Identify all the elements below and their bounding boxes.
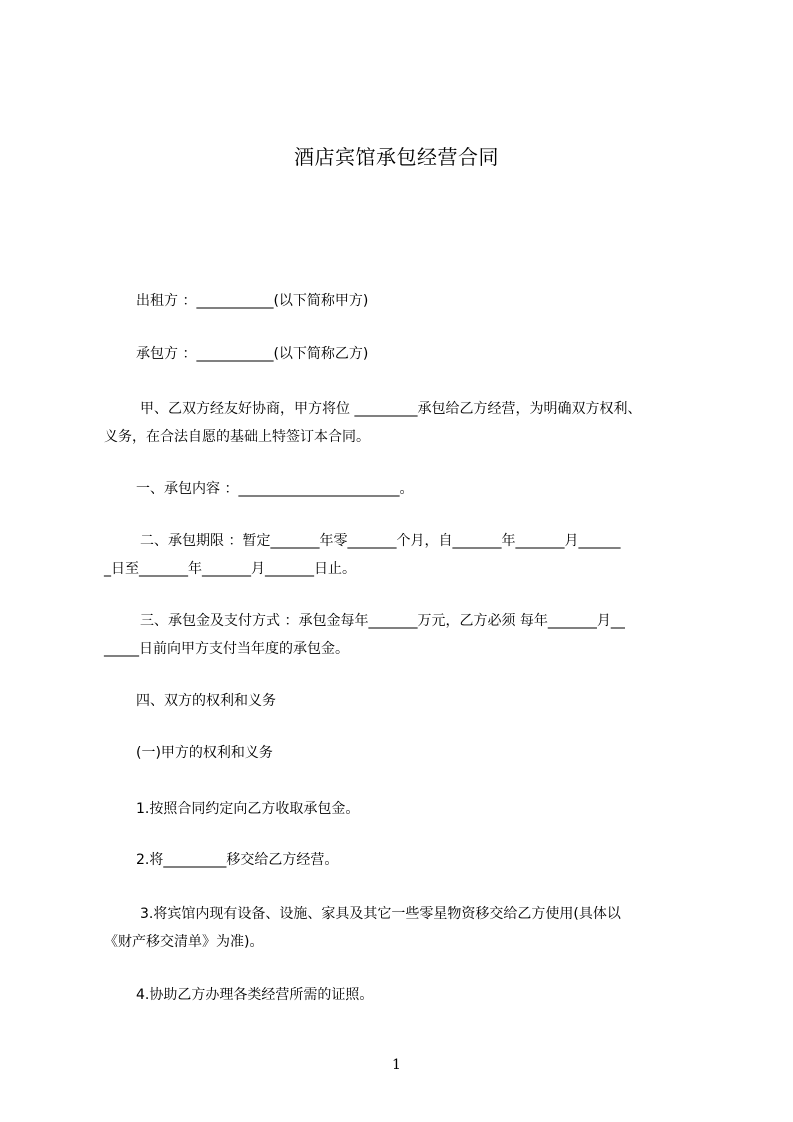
section-3-line-1: 三、承包金及支付方式 ：承包金每年_______万元，乙方必须 每年_______月__ xyxy=(140,613,625,629)
item-3-line-1: 3.将宾馆内现有设备、设施、家具及其它一些零星物资移交给乙方使用(具体以 xyxy=(140,906,621,922)
section-3-line-2: _____日前向甲方支付当年度的承包金。 xyxy=(104,641,349,657)
section-1-content: 一、承包内容 ：_______________________。 xyxy=(136,481,414,497)
document-title: 酒店宾馆承包经营合同 xyxy=(294,145,499,169)
intro-line-1: 甲、乙双方经友好协商，甲方将位 _________承包给乙方经营，为明确双方权利、 xyxy=(140,401,642,417)
section-2-line-2: _日至_______年_______月_______日止。 xyxy=(104,561,356,577)
item-4: 4.协助乙方办理各类经营所需的证照。 xyxy=(136,987,374,1003)
intro-line-2: 义务，在合法自愿的基础上特签订本合同。 xyxy=(104,429,370,445)
section-2-line-1: 二、承包期限 ：暂定_______年零_______个月，自_______年_______月______ xyxy=(140,533,621,549)
contractor-line: 承包方 ：___________(以下简称乙方) xyxy=(136,346,369,362)
lessor-line: 出租方 ：___________(以下简称甲方) xyxy=(136,293,369,309)
section-4-heading: 四、双方的权利和义务 xyxy=(136,693,276,709)
item-1: 1.按照合同约定向乙方收取承包金。 xyxy=(136,801,360,817)
item-2: 2.将_________移交给乙方经营。 xyxy=(136,852,339,868)
page-number: 1 xyxy=(392,1057,401,1073)
item-3-line-2: 《财产移交清单》为准)。 xyxy=(104,934,264,950)
subsection-1-heading: (一)甲方的权利和义务 xyxy=(136,745,273,761)
